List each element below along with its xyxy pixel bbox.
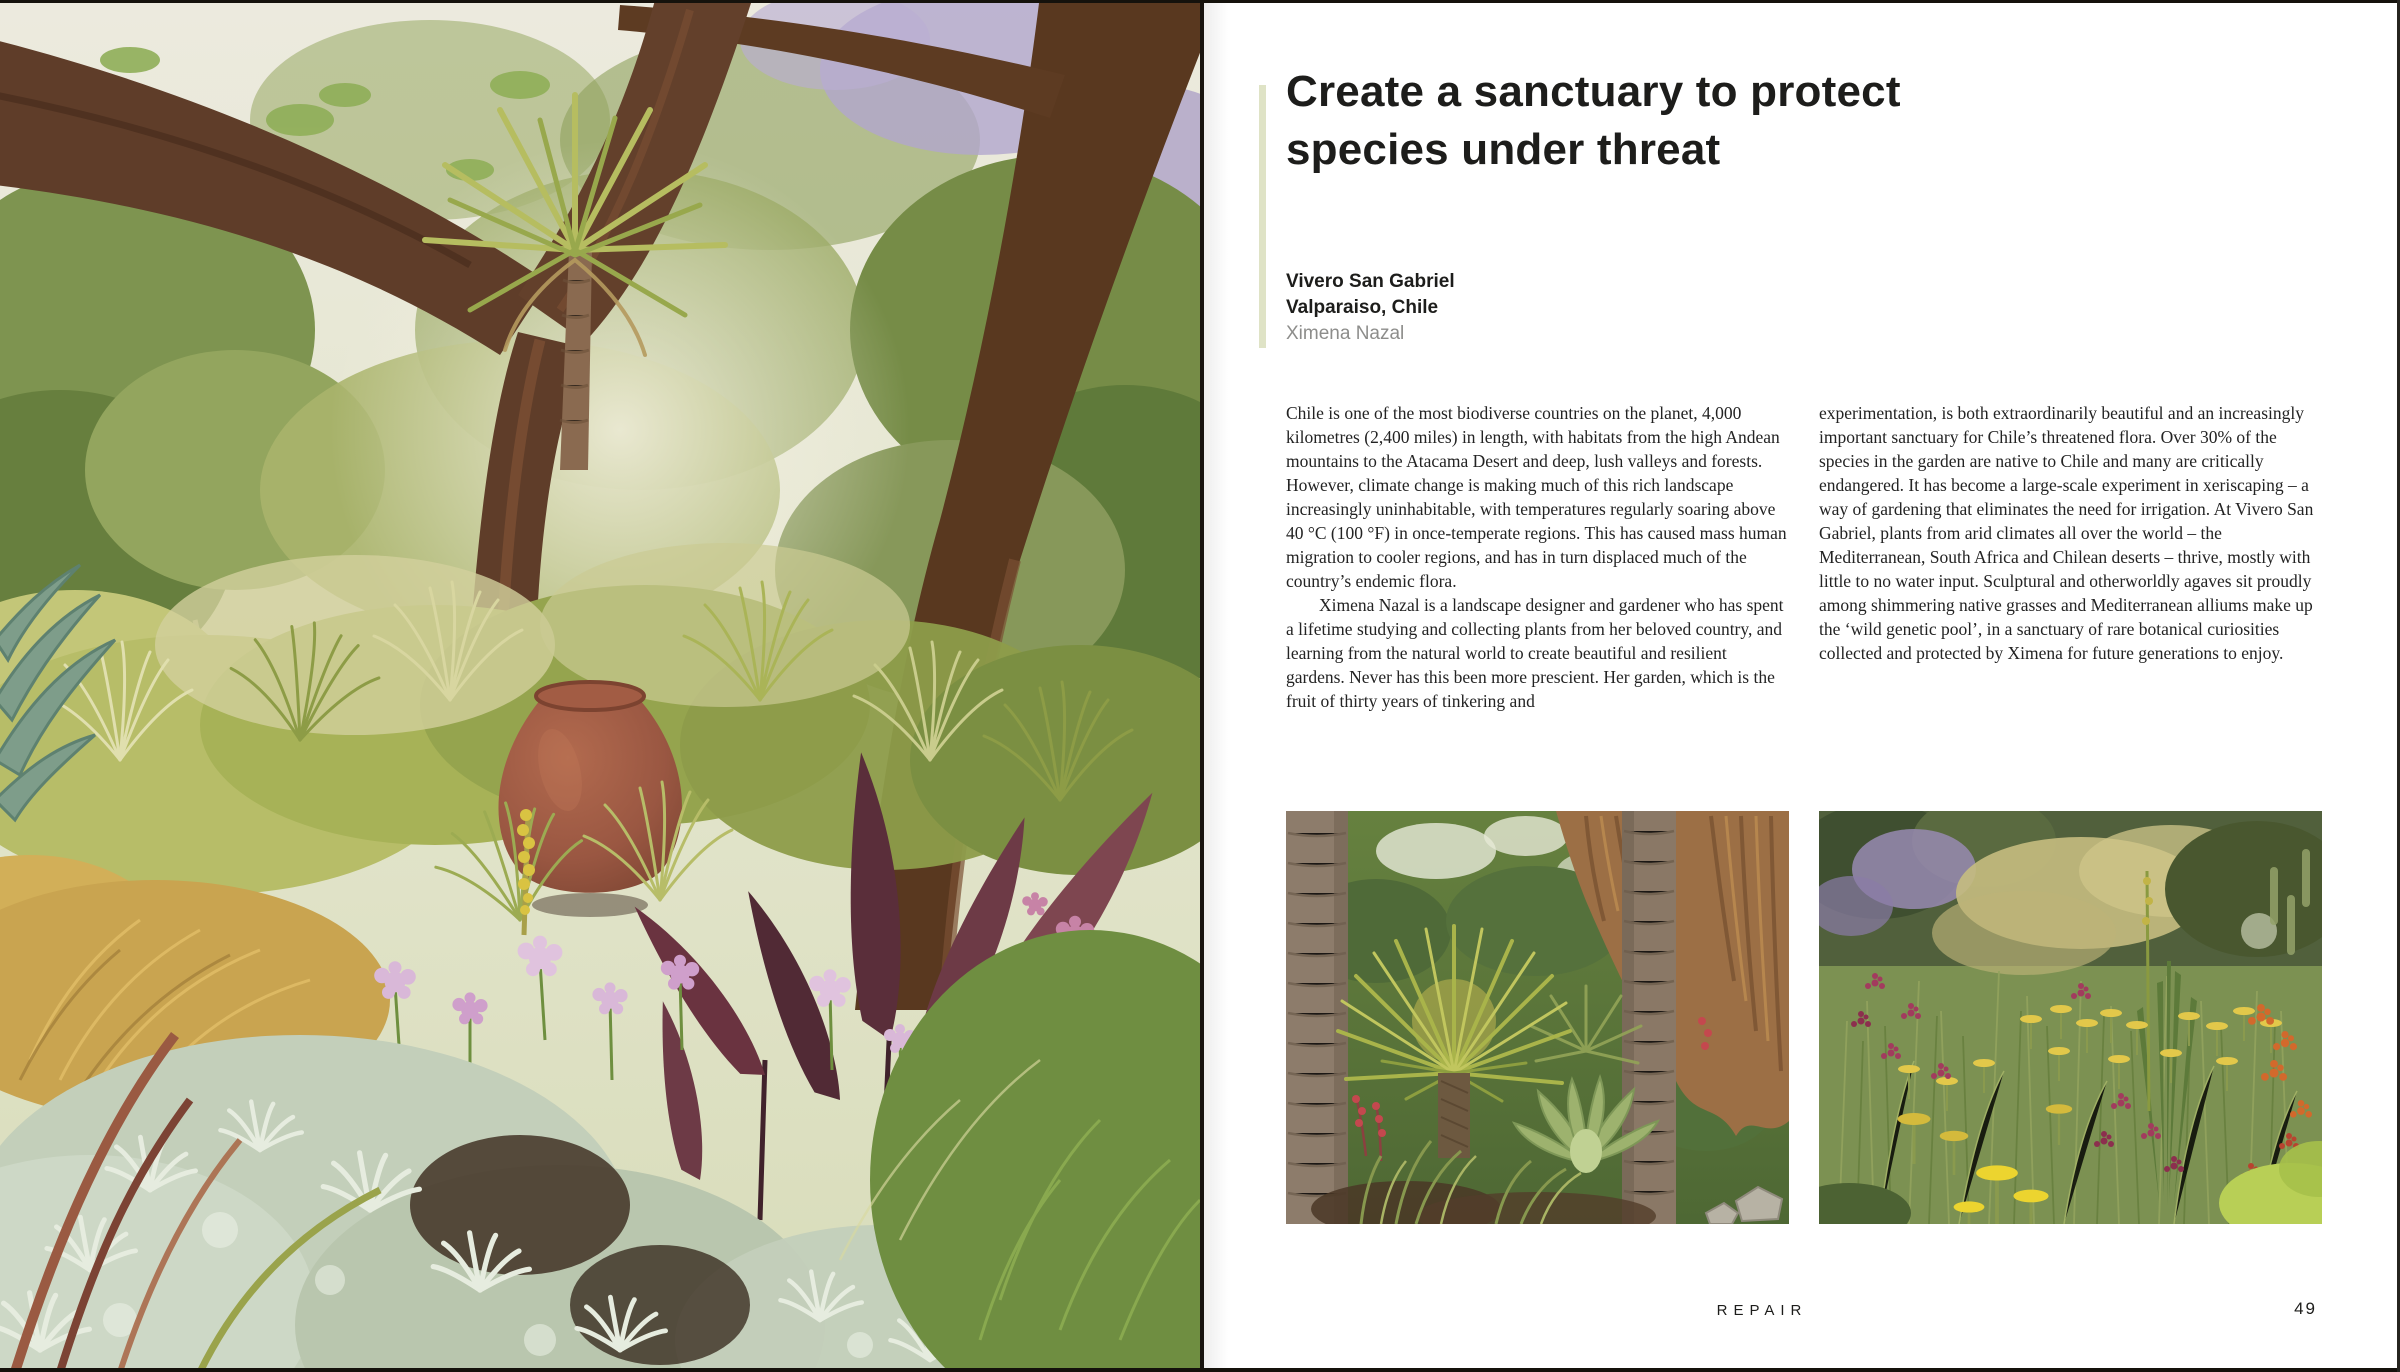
figure-palms-yucca <box>1286 811 1789 1224</box>
body-text <box>1286 401 2322 713</box>
text-column-1 <box>1286 401 1789 713</box>
right-page <box>1204 0 2400 1372</box>
page-number: 49 <box>2294 1299 2317 1318</box>
page-edge-top <box>0 0 2400 3</box>
body-paragraph: Chile is one of the most biodiverse countries on the planet, 4,000 kilometres (2,400 miles) in length, with habitats from the high Andean mountains to the Atacama Desert and deep, lush valleys and forests. However, climate change is making much of this rich landscape increasingly uninhabitable, with temperatures regularly soaring above 40 °C (100 °F) in once-temperate regions. This has caused mass human migration to cooler regions, and has in turn displaced much of the country’s endemic flora. <box>1286 403 1787 591</box>
body-paragraph: experimentation, is both extraordinarily beautiful and an increasingly important sanctuary for Chile’s threatened flora. Over 30% of the species in the garden are native to Chile and many are critically endangered. It has become a large-scale experiment in xeriscaping – a way of gardening that eliminates the need for irrigation. At Vivero San Gabriel, plants from arid climates all over the world – the Mediterranean, South Africa and Chilean deserts – thrive, mostly with little to no water input. Sculptural and otherworldly agaves sit proudly among shimmering native grasses and Mediterranean alliums make up the ‘wild genetic pool’, in a sanctuary of rare botanical curiosities collected and protected by Ximena for future generations to enjoy. <box>1819 403 2314 663</box>
garden-location: Valparaiso, Chile <box>1286 297 1439 318</box>
running-head-section: REPAIR <box>1716 1302 1808 1319</box>
photo-row <box>1286 811 2322 1224</box>
chapter-title: Create a sanctuary to protect species under threat <box>1286 67 1901 174</box>
credits-block <box>1286 269 1455 347</box>
title-accent-bar <box>1259 85 1266 348</box>
designer-name: Ximena Nazal <box>1286 323 1405 344</box>
garden-name: Vivero San Gabriel <box>1286 271 1455 292</box>
body-paragraph: Ximena Nazal is a landscape designer and gardener who has spent a lifetime studying and collecting plants from her beloved country, and learning from the natural world to create beautiful and resilient gardens. Never has this been more prescient. Her garden, which is the fruit of thirty years of tinkering and <box>1286 595 1784 711</box>
gutter-shadow <box>1204 0 1228 1372</box>
palms-yucca-illustration <box>1286 811 1789 1224</box>
meadow-illustration <box>1819 811 2322 1224</box>
figure-wildflower-meadow <box>1819 811 2322 1224</box>
text-column-2 <box>1819 401 2322 713</box>
page-edge-bottom <box>0 1368 2400 1372</box>
